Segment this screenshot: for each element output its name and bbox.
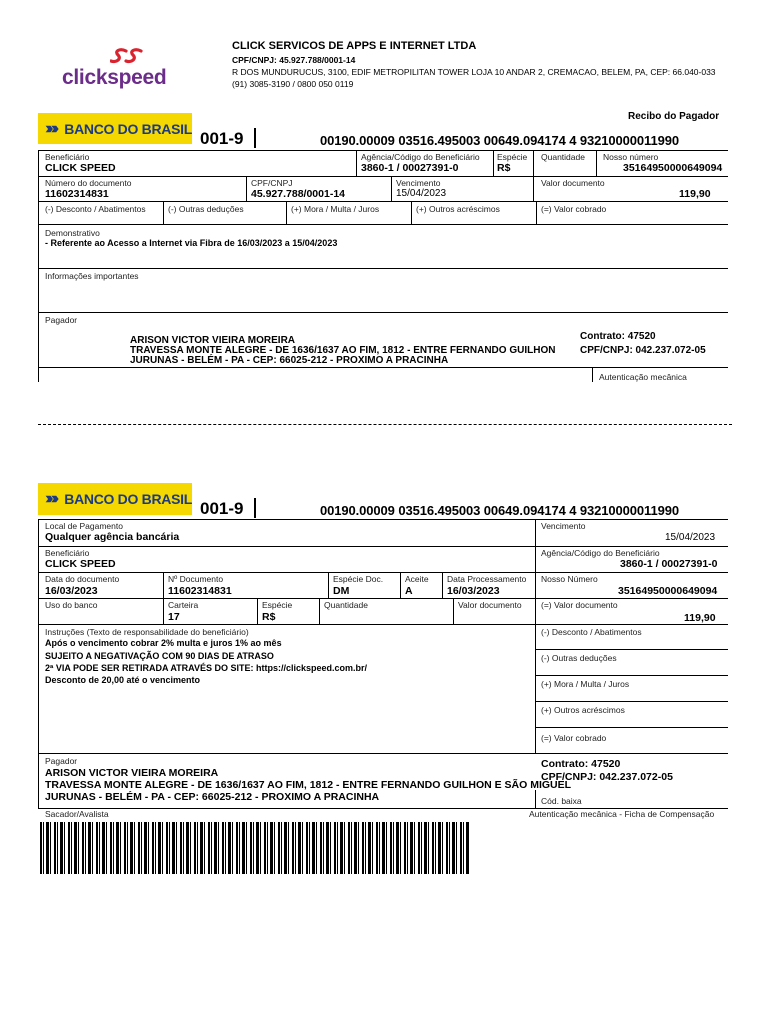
instrucoes-label: Instruções (Texto de responsabilidade do beneficiário) bbox=[45, 627, 249, 637]
receipt-beneficiario: CLICK SPEED bbox=[45, 162, 116, 174]
instrucao-line: 2ª VIA PODE SER RETIRADA ATRAVÉS DO SITE: https://clickspeed.com.br/ bbox=[45, 663, 368, 673]
slip-num-doc: 11602314831 bbox=[168, 585, 232, 597]
receipt-agencia: 3860-1 / 00027391-0 bbox=[361, 162, 459, 174]
instrucao-line: SUJEITO A NEGATIVAÇÃO COM 90 DIAS DE ATRASO bbox=[45, 651, 274, 661]
carteira-label: Carteira bbox=[168, 600, 199, 610]
receipt-especie-label: Espécie bbox=[497, 152, 528, 162]
slip-contrato: Contrato: 47520 bbox=[541, 758, 621, 770]
slip-especie: R$ bbox=[262, 611, 276, 623]
slip-vencimento-label: Vencimento bbox=[541, 521, 586, 531]
receipt-num-doc-label: Número do documento bbox=[45, 178, 132, 188]
bb-logo-text: BANCO DO BRASIL bbox=[64, 491, 192, 507]
slip-valor-doc: 119,90 bbox=[684, 612, 716, 624]
receipt-beneficiario-label: Beneficiário bbox=[45, 152, 90, 162]
receipt-quantidade-label: Quantidade bbox=[541, 152, 585, 162]
barcode bbox=[40, 822, 470, 874]
slip-desconto-label: (-) Desconto / Abatimentos bbox=[541, 627, 642, 637]
receipt-pagador-label: Pagador bbox=[45, 315, 78, 325]
slip-autenticacao: Autenticação mecânica - Ficha de Compensação bbox=[529, 809, 715, 819]
uso-banco-label: Uso do banco bbox=[45, 600, 98, 610]
carteira: 17 bbox=[168, 611, 180, 623]
bank-code: 001-9 bbox=[200, 129, 244, 148]
demonstrativo-label: Demonstrativo bbox=[45, 228, 100, 238]
sacador-label: Sacador/Avalista bbox=[45, 809, 109, 819]
receipt-contrato: Contrato: 47520 bbox=[580, 331, 656, 342]
info-label: Informações importantes bbox=[45, 271, 139, 281]
receipt-vencimento-label: Vencimento bbox=[396, 178, 441, 188]
slip-valor-doc-label: (=) Valor documento bbox=[541, 600, 618, 610]
company-address: R DOS MUNDURUCUS, 3100, EDIF METROPILITAN TOWER LOJA 10 ANDAR 2, CREMACAO, BELEM, PA, CEP: 66.040-033 bbox=[232, 67, 716, 77]
receipt-cpf-cnpj-label: CPF/CNPJ bbox=[251, 178, 293, 188]
slip-quantidade-label: Quantidade bbox=[324, 600, 368, 610]
company-phones: (91) 3085-3190 / 0800 050 0119 bbox=[232, 79, 354, 89]
receipt-agencia-label: Agência/Código do Beneficiário bbox=[361, 152, 480, 162]
demonstrativo-text: - Referente ao Acesso a Internet via Fibra de 16/03/2023 a 15/04/2023 bbox=[45, 238, 338, 248]
receipt-valor-doc-label: Valor documento bbox=[541, 178, 605, 188]
bb-logo bbox=[38, 113, 192, 144]
receipt-pagador-cpf: CPF/CNPJ: 042.237.072-05 bbox=[580, 345, 706, 356]
local-label: Local de Pagamento bbox=[45, 521, 123, 531]
slip-nosso-numero-label: Nosso Número bbox=[541, 574, 598, 584]
receipt-mora-label: (+) Mora / Multa / Juros bbox=[291, 204, 380, 214]
receipt-nosso-numero: 35164950000649094 bbox=[623, 162, 723, 174]
slip-vencimento: 15/04/2023 bbox=[665, 532, 716, 543]
receipt-valor-cobrado-label: (=) Valor cobrado bbox=[541, 204, 607, 214]
company-cnpj: CPF/CNPJ: 45.927.788/0001-14 bbox=[232, 55, 356, 65]
clickspeed-logo-text: clickspeed bbox=[62, 66, 167, 89]
receipt-vencimento: 15/04/2023 bbox=[396, 188, 447, 199]
receipt-autenticacao: Autenticação mecânica bbox=[599, 372, 687, 382]
slip-pagador-cpf: CPF/CNPJ: 042.237.072-05 bbox=[541, 771, 673, 783]
slip-nosso-numero: 35164950000649094 bbox=[618, 585, 718, 597]
instrucao-line: Após o vencimento cobrar 2% multa e juros 1% ao mês bbox=[45, 638, 282, 648]
local-pagamento: Qualquer agência bancária bbox=[45, 531, 180, 543]
receipt-pagador-name: ARISON VICTOR VIEIRA MOREIRA bbox=[130, 335, 296, 346]
bb-logo-text: BANCO DO BRASIL bbox=[64, 120, 192, 137]
data-proc: 16/03/2023 bbox=[447, 585, 500, 597]
especie-doc-label: Espécie Doc. bbox=[333, 574, 384, 584]
receipt-nosso-numero-label: Nosso número bbox=[603, 152, 659, 162]
slip-beneficiario: CLICK SPEED bbox=[45, 558, 116, 570]
bb-mark-icon bbox=[44, 492, 60, 506]
receipt-pagador-addr1: TRAVESSA MONTE ALEGRE - DE 1636/1637 AO FIM, 1812 - ENTRE FERNANDO GUILHON bbox=[130, 345, 556, 356]
receipt-num-doc: 11602314831 bbox=[45, 188, 109, 200]
digitable-line[interactable]: 00190.00009 03516.495003 00649.094174 4 93210000011990 bbox=[320, 133, 679, 148]
slip-pagador-addr2: JURUNAS - BELÉM - PA - CEP: 66025-212 - PROXIMO A PRACINHA bbox=[45, 791, 380, 803]
slip-agencia-label: Agência/Código do Beneficiário bbox=[541, 548, 660, 558]
digitable-line-slip[interactable]: 00190.00009 03516.495003 00649.094174 4 93210000011990 bbox=[320, 503, 679, 518]
bb-logo-slip bbox=[38, 483, 192, 515]
receipt-especie: R$ bbox=[497, 162, 511, 174]
slip-beneficiario-label: Beneficiário bbox=[45, 548, 90, 558]
clickspeed-mark-icon bbox=[110, 48, 144, 68]
receipt-outros-acrescimos-label: (+) Outros acréscimos bbox=[416, 204, 500, 214]
slip-especie-label: Espécie bbox=[262, 600, 293, 610]
aceite: A bbox=[405, 585, 413, 597]
receipt-outras-deducoes-label: (-) Outras deduções bbox=[168, 204, 244, 214]
slip-pagador-label: Pagador bbox=[45, 756, 78, 766]
receipt-pagador-addr2: JURUNAS - BELÉM - PA - CEP: 66025-212 - PROXIMO A PRACINHA bbox=[130, 355, 449, 366]
receipt-desconto-label: (-) Desconto / Abatimentos bbox=[45, 204, 146, 214]
data-doc: 16/03/2023 bbox=[45, 585, 98, 597]
bank-code-slip: 001-9 bbox=[200, 499, 244, 518]
slip-valor-cobrado-label: (=) Valor cobrado bbox=[541, 733, 607, 743]
receipt-cpf-cnpj: 45.927.788/0001-14 bbox=[251, 188, 346, 200]
cut-line bbox=[38, 424, 732, 425]
slip-pagador-addr1: TRAVESSA MONTE ALEGRE - DE 1636/1637 AO FIM, 1812 - ENTRE FERNANDO GUILHON E SÃO MIGUEL bbox=[45, 779, 572, 791]
especie-doc: DM bbox=[333, 585, 350, 597]
instrucao-line: Desconto de 20,00 até o vencimento bbox=[45, 675, 201, 685]
slip-agencia: 3860-1 / 00027391-0 bbox=[620, 558, 718, 570]
bb-mark-icon bbox=[44, 122, 60, 136]
aceite-label: Aceite bbox=[405, 574, 429, 584]
slip-mora-label: (+) Mora / Multa / Juros bbox=[541, 679, 630, 689]
receipt-title: Recibo do Pagador bbox=[628, 111, 720, 122]
slip-outras-deducoes-label: (-) Outras deduções bbox=[541, 653, 617, 663]
slip-outros-acrescimos-label: (+) Outros acréscimos bbox=[541, 705, 625, 715]
receipt-valor-doc: 119,90 bbox=[679, 188, 711, 200]
slip-num-doc-label: Nº Documento bbox=[168, 574, 224, 584]
clickspeed-logo bbox=[62, 48, 182, 92]
data-proc-label: Data Processamento bbox=[447, 574, 527, 584]
slip-valor-label: Valor documento bbox=[458, 600, 522, 610]
data-doc-label: Data do documento bbox=[45, 574, 120, 584]
slip-pagador-name: ARISON VICTOR VIEIRA MOREIRA bbox=[45, 767, 219, 779]
company-name: CLICK SERVICOS DE APPS E INTERNET LTDA bbox=[232, 40, 477, 52]
cod-baixa: Cód. baixa bbox=[541, 796, 582, 806]
